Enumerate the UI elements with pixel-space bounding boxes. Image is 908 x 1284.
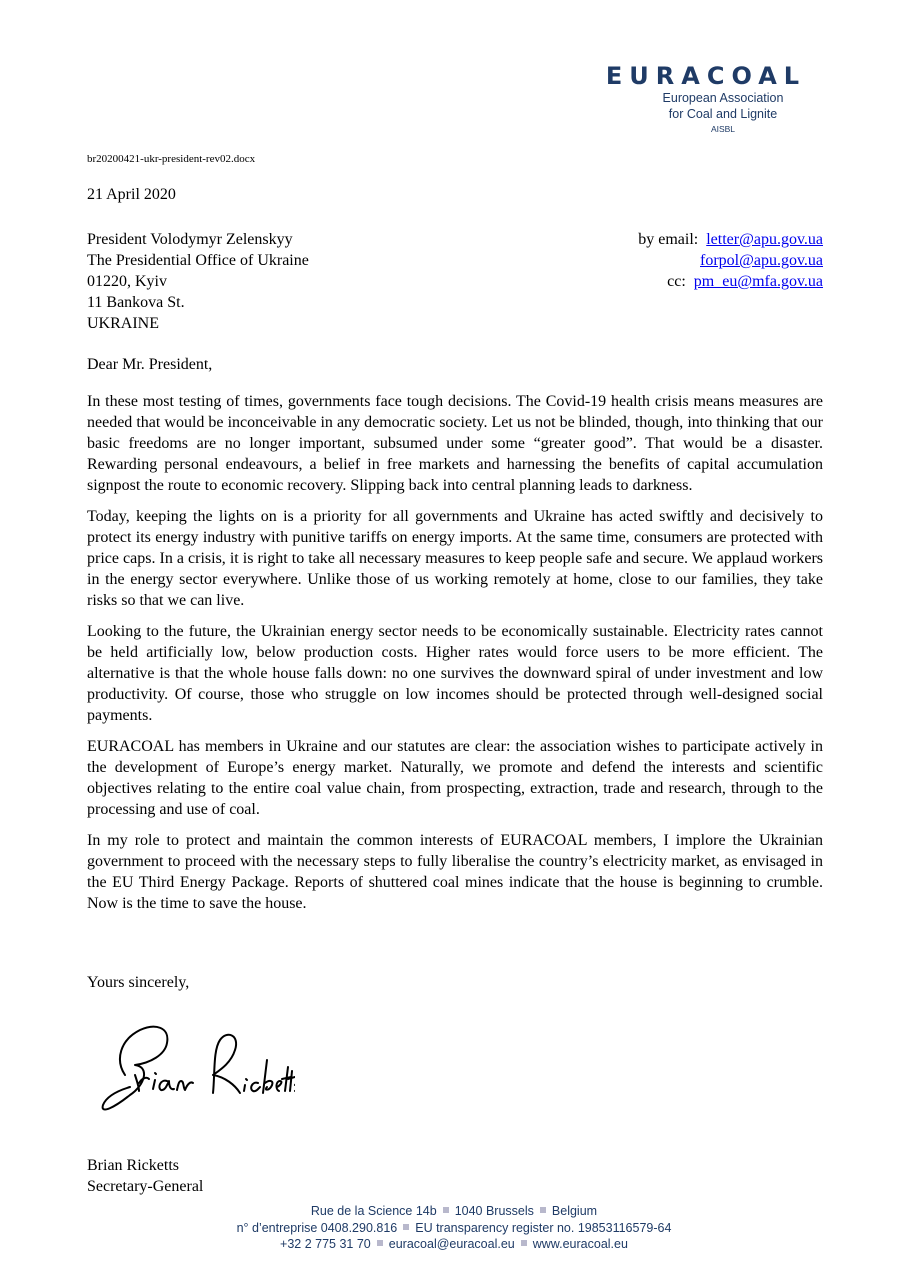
footer-phone: +32 2 775 31 70: [280, 1237, 371, 1251]
email-link-forpol[interactable]: forpol@apu.gov.ua: [700, 252, 823, 269]
addressee-line: 11 Bankova St.: [87, 294, 185, 311]
letterhead-footer: [0, 1203, 908, 1253]
salutation: Dear Mr. President,: [87, 356, 213, 373]
footer-line-registration: [0, 1220, 908, 1237]
body-paragraph: Looking to the future, the Ukrainian energy sector needs to be economically sustainable. Electricity rates cannot be held artificially low, below production costs. Higher rates would force users to be more efficient. The alternative is that the whole house falls down: no one survives the downward spiral of under investment and low productivity. Of course, those who struggle on low incomes should be protected through well-designed social payments.: [87, 623, 823, 724]
letter-date: 21 April 2020: [87, 186, 176, 203]
signatory-name: Brian Ricketts: [87, 1157, 179, 1174]
addressee-line: UKRAINE: [87, 315, 159, 332]
body-paragraph: EURACOAL has members in Ukraine and our statutes are clear: the association wishes to participate actively in the development of Europe’s energy market. Naturally, we promote and defend the interests and scientific objectives relating to the entire coal value chain, from prospecting, extraction, trade and research, through to the processing and use of coal.: [87, 738, 823, 818]
recipients-block: [638, 229, 823, 292]
body-paragraph: In my role to protect and maintain the common interests of EURACOAL members, I implore the Ukrainian government to proceed with the necessary steps to fully liberalise the country’s electricity market, as envisaged in the EU Third Energy Package. Reports of shuttered coal mines indicate that the house is beginning to crumble. Now is the time to save the house.: [87, 832, 823, 912]
closing: Yours sincerely,: [87, 974, 190, 991]
footer-enterprise-number: n° d’entreprise 0408.290.816: [236, 1220, 398, 1235]
euracoal-logo: [583, 62, 823, 136]
square-separator-icon: [521, 1240, 527, 1246]
logo-subtitle-line1: European Association: [662, 91, 784, 105]
footer-country: Belgium: [551, 1204, 598, 1218]
signatory-title: Secretary-General: [87, 1178, 204, 1195]
by-email-label: by email:: [638, 231, 699, 248]
signatory-block: [87, 1155, 203, 1197]
letter-body: [87, 391, 823, 924]
email-link-letter[interactable]: letter@apu.gov.ua: [706, 231, 823, 248]
email-link-cc[interactable]: pm_eu@mfa.gov.ua: [693, 273, 823, 290]
body-paragraph: Today, keeping the lights on is a priority for all governments and Ukraine has acted swiftly and decisively to protect its energy industry with punitive tariffs on energy imports. At the same time, consumers are protected with price caps. In a crisis, it is right to take all necessary measures to keep people safe and secure. We applaud workers in the energy sector everywhere. Unlike those of us working remotely at home, close to our families, they take risks so that we can live.: [87, 508, 823, 609]
cc-label: cc:: [667, 273, 686, 290]
footer-transparency-register: EU transparency register no. 19853116579-64: [415, 1220, 672, 1235]
footer-street: Rue de la Science 14b: [310, 1204, 437, 1218]
addressee-line: President Volodymyr Zelenskyy: [87, 231, 293, 248]
footer-line-address: [0, 1203, 908, 1220]
square-separator-icon: [540, 1207, 546, 1213]
document-filename: br20200421-ukr-president-rev02.docx: [87, 153, 256, 165]
square-separator-icon: [443, 1207, 449, 1213]
footer-email[interactable]: euracoal@euracoal.eu: [388, 1237, 515, 1251]
addressee-block: [87, 229, 309, 334]
footer-line-contact: [0, 1236, 908, 1253]
handwritten-signature: [95, 1015, 295, 1130]
addressee-line: 01220, Kyiv: [87, 273, 167, 290]
footer-city: 1040 Brussels: [454, 1204, 534, 1218]
logo-subtitle-line2: for Coal and Lignite: [668, 107, 778, 121]
square-separator-icon: [403, 1224, 409, 1230]
logo-legal-form: AISBL: [710, 124, 736, 134]
logo-wordmark: EURACOAL: [605, 62, 807, 90]
addressee-line: The Presidential Office of Ukraine: [87, 252, 309, 269]
footer-website[interactable]: www.euracoal.eu: [532, 1237, 628, 1251]
square-separator-icon: [377, 1240, 383, 1246]
body-paragraph: In these most testing of times, governments face tough decisions. The Covid-19 health crisis means measures are needed that would be inconceivable in any democratic society. Let us not be blinded, though, into thinking that our basic freedoms are no longer important, subsumed under some “greater good”. That would be a disaster. Rewarding personal endeavours, a belief in free markets and harnessing the benefits of capital accumulation signpost the route to economic recovery. Slipping back into central planning leads to darkness.: [87, 393, 823, 494]
